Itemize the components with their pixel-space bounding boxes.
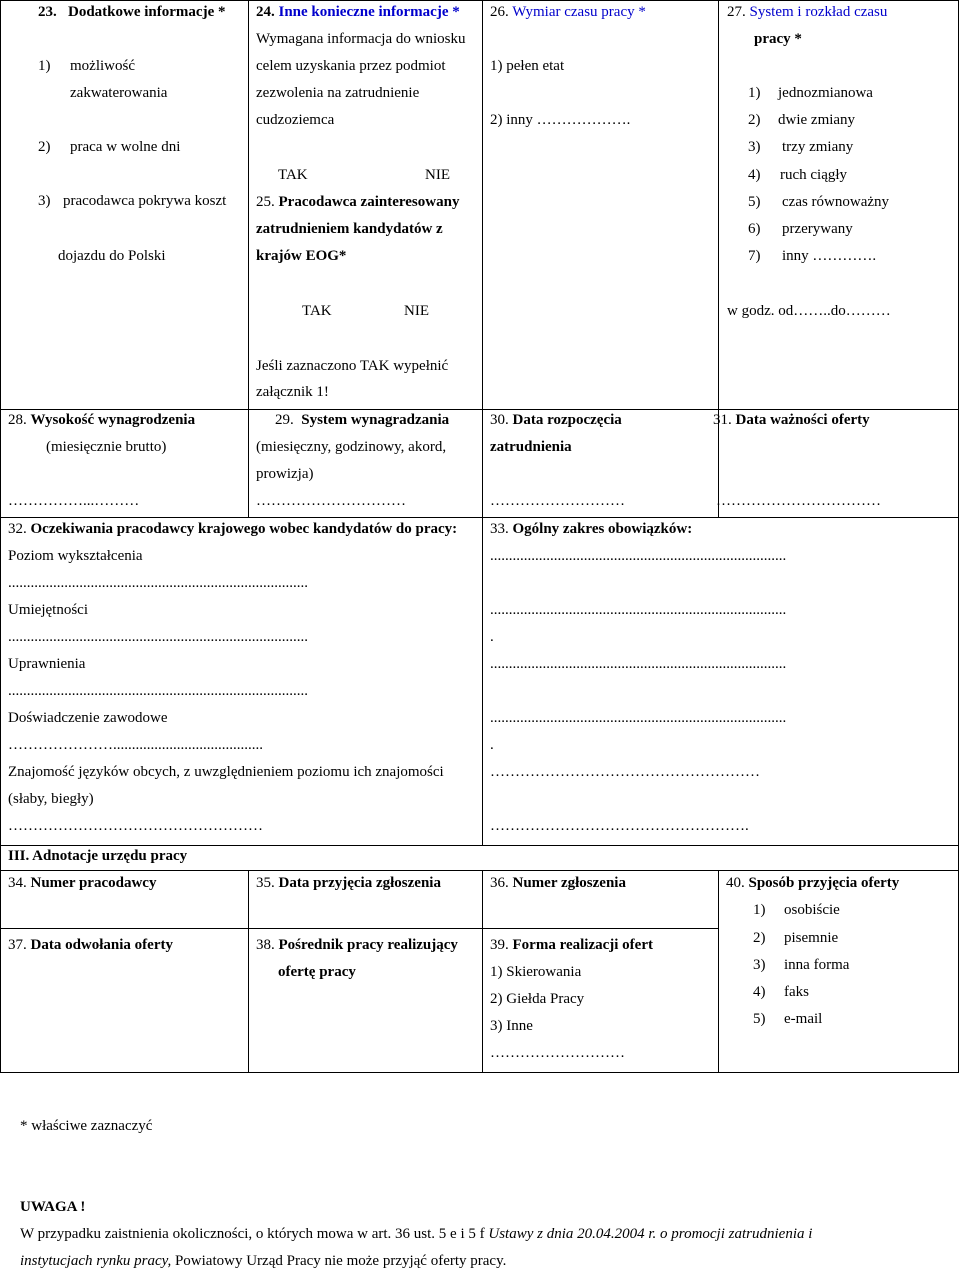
s27-option-5-num: 5) — [748, 194, 761, 210]
s32-languages-label: Znajomość języków obcych, z uwzględnieniem poziomu ich znajomości — [8, 764, 444, 780]
s23-option-1-label: możliwość — [70, 58, 135, 74]
footnote: * właściwe zaznaczyć — [20, 1118, 153, 1134]
s40-option-4-num: 4) — [753, 984, 766, 1000]
s40-option-2-label[interactable]: pisemnie — [784, 930, 839, 946]
s38-heading: 38. Pośrednik pracy realizujący — [256, 937, 458, 953]
s26-option-full-time[interactable]: 1) pełen etat — [490, 58, 565, 74]
s27-option-4-label[interactable]: ruch ciągły — [780, 167, 848, 183]
s30-heading: 30. Data rozpoczęcia — [490, 412, 622, 428]
s27-option-2-label[interactable]: dwie zmiany — [778, 112, 856, 128]
s28-value-blank[interactable]: ……………...……… — [8, 493, 140, 509]
s27-heading-cont: pracy * — [754, 31, 802, 47]
s29-subtitle-1: (miesięczny, godzinowy, akord, — [256, 439, 447, 455]
s32-education-blank[interactable]: ................................................................................ — [8, 575, 308, 591]
s25-option-no[interactable]: NIE — [404, 303, 429, 319]
section-iii-heading: III. Adnotacje urzędu pracy — [8, 848, 188, 864]
s39-blank[interactable]: ……………………… — [490, 1045, 625, 1061]
s33-line-2[interactable]: ............................................................................... — [490, 602, 787, 618]
s30-value-blank[interactable]: ……………………… — [490, 493, 625, 509]
s32-skills-label: Umiejętności — [8, 602, 88, 618]
s38-heading-cont: ofertę pracy — [278, 964, 356, 980]
s32-experience-blank[interactable]: …………………........................................ — [8, 737, 263, 753]
s40-option-5-label[interactable]: e-mail — [784, 1011, 823, 1027]
s32-languages-blank[interactable]: …………………………………………… — [8, 818, 263, 834]
s23-option-2-num: 2) — [38, 139, 51, 155]
s27-option-1-label[interactable]: jednozmianowa — [778, 85, 873, 101]
s25-heading-cont-1: zatrudnieniem kandydatów z — [256, 221, 443, 237]
s26-heading: 26. Wymiar czasu pracy * — [490, 4, 646, 20]
s27-heading: 27. System i rozkład czasu — [727, 4, 888, 20]
s33-heading: 33. Ogólny zakres obowiązków: — [490, 521, 693, 537]
warning-text-1: W przypadku zaistnienia okoliczności, o których mowa w art. 36 ust. 5 e i 5 f Ustawy z dnia 20.04.2004 r. o promocji zatrudnienia i — [20, 1226, 813, 1242]
s39-option-3[interactable]: 3) Inne — [490, 1018, 533, 1034]
warning-title: UWAGA ! — [20, 1199, 86, 1215]
s25-note-1: Jeśli zaznaczono TAK wypełnić — [256, 358, 449, 374]
s25-heading: 25. Pracodawca zainteresowany — [256, 194, 460, 210]
s36-heading: 36. Numer zgłoszenia — [490, 875, 626, 891]
s29-value-blank[interactable]: ………………………… — [256, 493, 406, 509]
s24-heading: 24. Inne konieczne informacje * — [256, 4, 460, 20]
s24-option-yes[interactable]: TAK — [278, 167, 308, 183]
s27-option-7-label[interactable]: inny …………. — [782, 248, 877, 264]
s32-education-label: Poziom wykształcenia — [8, 548, 143, 564]
s27-option-3-label[interactable]: trzy zmiany — [782, 139, 854, 155]
s40-heading: 40. Sposób przyjęcia oferty — [726, 875, 900, 891]
s32-skills-blank[interactable]: ................................................................................ — [8, 629, 308, 645]
s27-option-6-label[interactable]: przerywany — [782, 221, 853, 237]
s24-line-1: Wymagana informacja do wniosku — [256, 31, 466, 47]
s40-option-3-num: 3) — [753, 957, 766, 973]
s33-line-3[interactable]: . — [490, 629, 494, 645]
s24-line-2: celem uzyskania przez podmiot — [256, 58, 446, 74]
s23-option-3-label-cont: dojazdu do Polski — [58, 248, 166, 264]
s31-value-blank[interactable]: …………………………… — [716, 493, 881, 509]
s23-option-1-label-cont: zakwaterowania — [70, 85, 168, 101]
s23-option-3-label: pracodawca pokrywa koszt — [63, 193, 227, 209]
s24-line-3: zezwolenia na zatrudnienie — [256, 85, 420, 101]
s40-option-3-label[interactable]: inna forma — [784, 957, 850, 973]
s40-option-1-num: 1) — [753, 902, 766, 918]
s39-option-1[interactable]: 1) Skierowania — [490, 964, 582, 980]
s23-option-3-num: 3) — [38, 193, 51, 209]
s24-option-no[interactable]: NIE — [425, 167, 450, 183]
s33-line-1[interactable]: ............................................................................... — [490, 548, 787, 564]
s39-heading: 39. Forma realizacji ofert — [490, 937, 653, 953]
s32-heading: 32. Oczekiwania pracodawcy krajowego wobec kandydatów do pracy: — [8, 521, 458, 537]
s27-option-2-num: 2) — [748, 112, 761, 128]
s33-line-6[interactable]: . — [490, 737, 494, 753]
s32-languages-label-cont: (słaby, biegły) — [8, 791, 94, 807]
s25-note-2: załącznik 1! — [256, 384, 329, 400]
s26-option-other[interactable]: 2) inny ………………. — [490, 112, 631, 128]
s32-experience-label: Doświadczenie zawodowe — [8, 710, 168, 726]
s34-heading: 34. Numer pracodawcy — [8, 875, 157, 891]
s39-option-2[interactable]: 2) Giełda Pracy — [490, 991, 585, 1007]
s27-option-3-num: 3) — [748, 139, 761, 155]
s40-option-1-label[interactable]: osobiście — [784, 902, 840, 918]
s29-subtitle-2: prowizja) — [256, 466, 314, 482]
s33-line-7[interactable]: ……………………………………………… — [490, 764, 760, 780]
s23-option-1-num: 1) — [38, 58, 51, 74]
s37-heading: 37. Data odwołania oferty — [8, 937, 173, 953]
s28-heading: 28. Wysokość wynagrodzenia — [8, 412, 196, 428]
s40-option-4-label[interactable]: faks — [784, 984, 809, 1000]
s32-rights-label: Uprawnienia — [8, 656, 86, 672]
s25-heading-cont-2: krajów EOG* — [256, 248, 347, 264]
s23-heading: 23. Dodatkowe informacje * — [38, 4, 226, 20]
s29-heading: 29. System wynagradzania — [275, 412, 450, 428]
s27-option-1-num: 1) — [748, 85, 761, 101]
s27-hours[interactable]: w godz. od……..do……… — [727, 303, 891, 319]
s27-option-4-num: 4) — [748, 167, 761, 183]
s27-option-7-num: 7) — [748, 248, 761, 264]
s32-rights-blank[interactable]: ................................................................................ — [8, 683, 308, 699]
warning-text-2: instytucjach rynku pracy, Powiatowy Urząd Pracy nie może przyjąć oferty pracy. — [20, 1253, 507, 1269]
s28-subtitle: (miesięcznie brutto) — [46, 439, 167, 455]
s27-option-5-label[interactable]: czas równoważny — [782, 194, 890, 210]
s33-line-4[interactable]: ............................................................................... — [490, 656, 787, 672]
s25-option-yes[interactable]: TAK — [302, 303, 332, 319]
s40-option-2-num: 2) — [753, 930, 766, 946]
s30-heading-cont: zatrudnienia — [490, 439, 572, 455]
s35-heading: 35. Data przyjęcia zgłoszenia — [256, 875, 441, 891]
s24-line-4: cudzoziemca — [256, 112, 335, 128]
s33-line-5[interactable]: ............................................................................... — [490, 710, 787, 726]
s31-heading: 31. Data ważności oferty — [713, 412, 870, 428]
s33-line-8[interactable]: ……………………………………………. — [490, 818, 749, 834]
s40-option-5-num: 5) — [753, 1011, 766, 1027]
s27-option-6-num: 6) — [748, 221, 761, 237]
s23-option-2-label: praca w wolne dni — [70, 139, 181, 155]
